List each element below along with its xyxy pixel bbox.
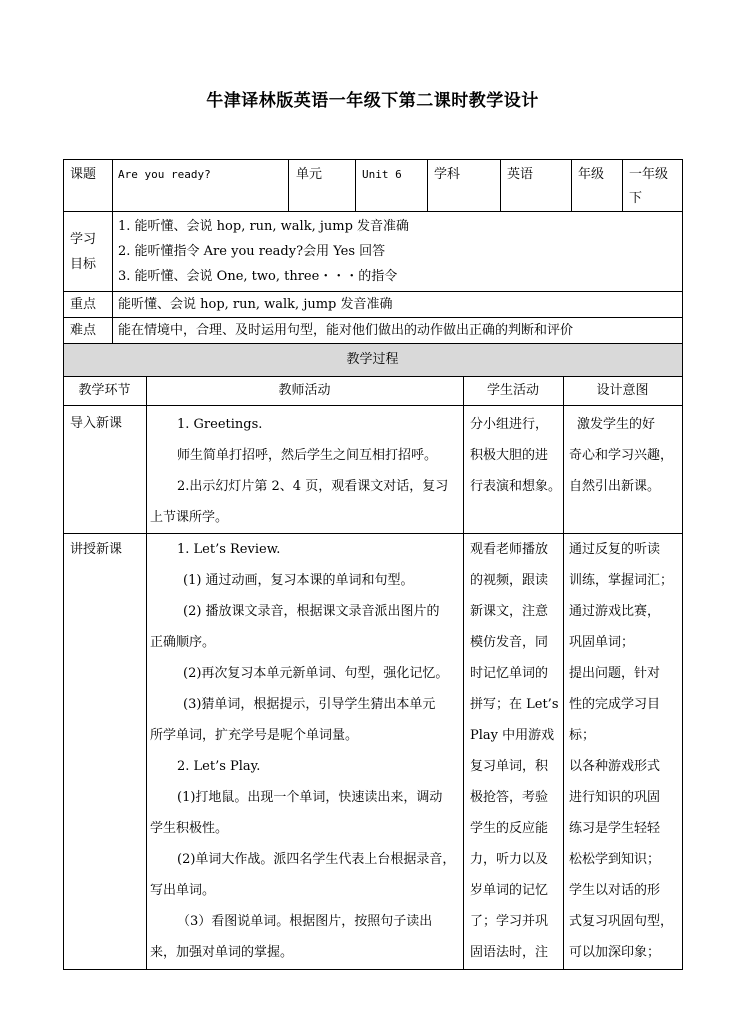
intro-intent-line: 自然引出新课。 (569, 479, 661, 494)
lesson-teacher-line: (2)再次复习本单元新单词、句型，强化记忆。 (183, 666, 449, 681)
lesson-intent-line: 性的完成学习目 (569, 697, 661, 712)
lesson-student-line: 模仿发音，同 (470, 635, 549, 650)
column-header-teacher: 教师活动 (278, 383, 331, 398)
lesson-teacher-line: 所学单词，扩充学号是呢个单词量。 (150, 728, 359, 743)
unit-value: Unit 6 (362, 168, 402, 181)
table-rule (63, 211, 683, 212)
lesson-teacher-line: (2)单词大作战。派四名学生代表上台根据录音， (177, 852, 456, 867)
lesson-design-intent (569, 534, 673, 968)
process-header: 教学过程 (346, 352, 399, 367)
lesson-intent-line: 通过反复的听读 (569, 542, 661, 557)
lesson-teacher-line: （3）看图说单词。根据图片，按照句子读出 (177, 914, 433, 929)
lesson-student-line: 力，听力以及 (470, 852, 549, 867)
lesson-intent-line: 巩固单词； (569, 635, 635, 650)
lesson-stage: 讲授新课 (70, 542, 123, 557)
table-rule (63, 291, 683, 292)
table-border-top (63, 159, 683, 160)
topic-value: Are you ready? (118, 168, 211, 181)
table-rule (571, 159, 572, 211)
table-rule (463, 376, 464, 970)
subject-label: 学科 (434, 167, 461, 182)
lesson-student-line: 固语法时，注 (470, 945, 549, 960)
intro-teacher-line: 师生简单打招呼，然后学生之间互相打招呼。 (177, 448, 438, 463)
grade-value-line2: 下 (629, 191, 643, 206)
lesson-student-line: Play 中用游戏 (470, 728, 555, 743)
intro-student-line: 行表演和想象。 (470, 479, 562, 494)
table-rule (355, 159, 356, 211)
lesson-student-line: 学生的反应能 (470, 821, 549, 836)
table-rule (500, 159, 501, 211)
table-rule (63, 343, 683, 344)
key-value: 能听懂、会说 hop, run, walk, jump 发音准确 (118, 297, 393, 312)
goals-label-line2: 目标 (70, 257, 97, 272)
table-rule (427, 159, 428, 211)
lesson-teacher-line: 1. Let’s Review. (177, 542, 281, 557)
topic-label: 课题 (70, 167, 97, 182)
lesson-intent-line: 式复习巩固句型， (569, 914, 674, 929)
lesson-teacher-line: (1)打地鼠。出现一个单词，快速读出来，调动 (177, 790, 443, 805)
intro-teacher-line: 2.出示幻灯片第 2、4 页，观看课文对话，复习 (177, 479, 449, 494)
intro-student-activity (470, 409, 561, 502)
table-rule (622, 159, 623, 211)
table-rule (146, 376, 147, 970)
table-border-right (682, 159, 683, 970)
table-rule (288, 159, 289, 211)
key-label: 重点 (70, 297, 97, 312)
lesson-intent-line: 进行知识的巩固 (569, 790, 661, 805)
difficult-label: 难点 (70, 323, 97, 338)
lesson-student-line: 复习单词，积 (470, 759, 549, 774)
lesson-intent-line: 以各种游戏形式 (569, 759, 661, 774)
lesson-student-line: 观看老师播放 (470, 542, 549, 557)
lesson-intent-line: 提出问题，针对 (569, 666, 661, 681)
goals-label-line1: 学习 (70, 232, 97, 247)
intro-student-line: 积极大胆的进 (470, 448, 549, 463)
lesson-student-line: 拼写；在 Let’s (470, 697, 559, 712)
lesson-teacher-line: 写出单词。 (150, 883, 216, 898)
column-header-student: 学生活动 (486, 383, 539, 398)
lesson-intent-line: 可以加深印象； (569, 945, 661, 960)
unit-label: 单元 (296, 167, 323, 182)
table-border-bottom (63, 969, 683, 970)
goal-item-3: 3. 能听懂、会说 One, two, three・・・的指令 (118, 269, 398, 284)
lesson-intent-line: 练习是学生轻轻 (569, 821, 661, 836)
lesson-student-line: 的视频，跟读 (470, 573, 549, 588)
lesson-intent-line: 通过游戏比赛， (569, 604, 661, 619)
lesson-teacher-line: (1) 通过动画，复习本课的单词和句型。 (183, 573, 414, 588)
lesson-teacher-line: (2) 播放课文录音，根据课文录音派出图片的 (183, 604, 440, 619)
intro-teacher-line: 1. Greetings. (177, 417, 263, 432)
lesson-student-line: 了；学习并巩 (470, 914, 549, 929)
table-rule (63, 317, 683, 318)
intro-design-intent (569, 409, 673, 502)
lesson-student-activity (470, 534, 559, 968)
intro-intent-line: 激发学生的好 (577, 417, 656, 432)
table-rule (563, 376, 564, 970)
intro-student-line: 分小组进行， (470, 417, 549, 432)
lesson-teacher-activity (150, 534, 461, 968)
lesson-student-line: 时记忆单词的 (470, 666, 549, 681)
goal-item-2: 2. 能听懂指令 Are you ready?会用 Yes 回答 (118, 244, 386, 259)
grade-label: 年级 (578, 167, 605, 182)
column-header-intent: 设计意图 (596, 383, 649, 398)
table-border-left (63, 159, 64, 970)
grade-value-line1: 一年级 (629, 167, 669, 182)
table-rule (63, 376, 683, 377)
lesson-teacher-line: 正确顺序。 (150, 635, 216, 650)
lesson-teacher-line: 来，加强对单词的掌握。 (150, 945, 294, 960)
lesson-intent-line: 松松学到知识； (569, 852, 661, 867)
goal-item-1: 1. 能听懂、会说 hop, run, walk, jump 发音准确 (118, 219, 410, 234)
table-rule (63, 405, 683, 406)
intro-stage: 导入新课 (70, 416, 123, 431)
lesson-student-line: 极抢答，考验 (470, 790, 549, 805)
column-header-stage: 教学环节 (78, 383, 131, 398)
difficult-value: 能在情境中，合理、及时运用句型，能对他们做出的动作做出正确的判断和评价 (118, 323, 574, 338)
lesson-intent-line: 标； (569, 728, 596, 743)
intro-teacher-activity (150, 409, 461, 533)
lesson-intent-line: 学生以对话的形 (569, 883, 661, 898)
lesson-student-line: 新课文，注意 (470, 604, 549, 619)
lesson-intent-line: 训练，掌握词汇； (569, 573, 674, 588)
intro-intent-line: 奇心和学习兴趣， (569, 448, 674, 463)
lesson-teacher-line: (3)猜单词，根据提示，引导学生猜出本单元 (183, 697, 436, 712)
document-title: 牛津译林版英语一年级下第二课时教学设计 (206, 91, 539, 111)
intro-teacher-line: 上节课所学。 (150, 510, 229, 525)
lesson-teacher-line: 2. Let’s Play. (177, 759, 261, 774)
subject-value: 英语 (507, 167, 534, 182)
table-rule (112, 159, 113, 343)
lesson-teacher-line: 学生积极性。 (150, 821, 229, 836)
lesson-student-line: 岁单词的记忆 (470, 883, 549, 898)
